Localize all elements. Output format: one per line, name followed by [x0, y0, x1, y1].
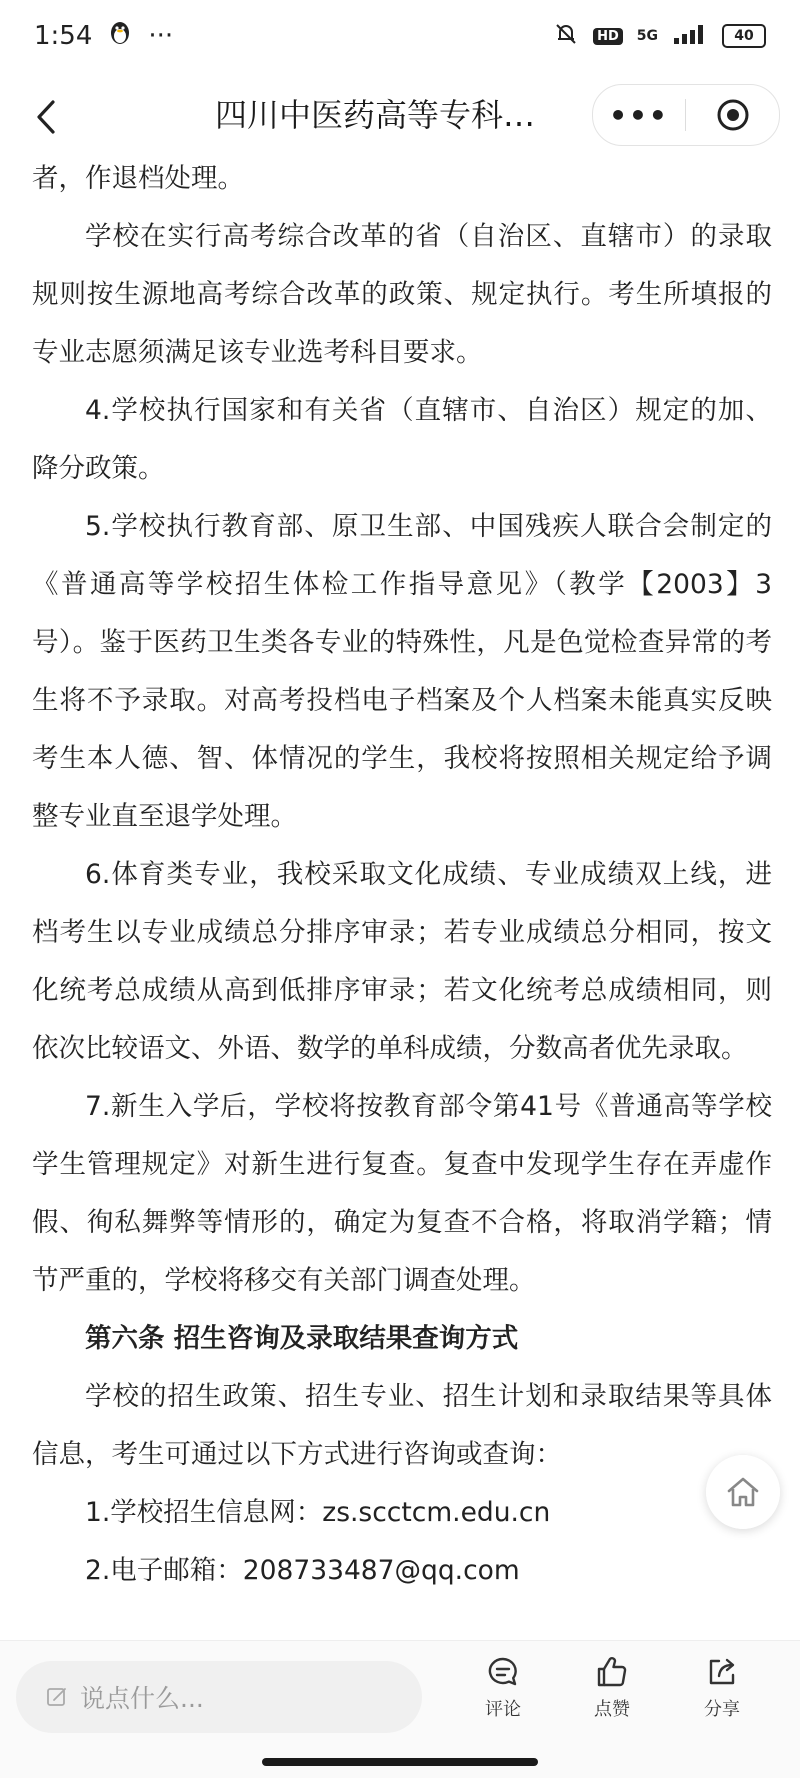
article-paragraph: 者，作退档处理。 [32, 163, 244, 194]
article-paragraph: 学校的招生政策、招生专业、招生计划和录取结果等具体信息，考生可通过以下方式进行咨询或查询： [32, 1381, 772, 1470]
nav-bar [0, 72, 800, 160]
chevron-left-icon [35, 99, 57, 135]
target-close-icon [716, 98, 750, 132]
close-mini-program-button[interactable] [686, 85, 779, 145]
battery-indicator: 40 [722, 24, 766, 48]
home-indicator-bar [262, 1758, 538, 1766]
share-label: 分享 [704, 1699, 740, 1720]
mute-bell-icon [553, 21, 579, 52]
status-right [553, 21, 766, 52]
share-icon [705, 1655, 739, 1689]
qq-penguin-icon [108, 20, 132, 53]
section-heading: 第六条 招生咨询及录取结果查询方式 [85, 1323, 519, 1354]
comment-input[interactable] [16, 1661, 422, 1733]
signal-icon [672, 24, 708, 49]
thumbs-up-icon [595, 1655, 629, 1689]
like-button[interactable] [567, 1655, 657, 1721]
article-paragraph: 5.学校执行教育部、原卫生部、中国残疾人联合会制定的《普通高等学校招生体检工作指导意见》（教学【2003】3号）。鉴于医药卫生类各专业的特殊性，凡是色觉检查异常的考生将不予录取。对高考投档电子档案及个人档案未能真实反映考生本人德、智、体情况的学生，我校将按照相关规定给予调整专业直至退学处理。 [32, 511, 772, 832]
article-paragraph: 1.学校招生信息网：zs.scctcm.edu.cn [85, 1497, 551, 1528]
network-label: 5G [636, 28, 658, 44]
hd-badge: HD [593, 28, 623, 45]
edit-pencil-icon [46, 1686, 68, 1708]
more-menu-button[interactable]: ••• [609, 98, 669, 132]
like-label: 点赞 [594, 1699, 630, 1720]
article-paragraph: 学校在实行高考综合改革的省（自治区、直辖市）的录取规则按生源地高考综合改革的政策、规定执行。考生所填报的专业志愿须满足该专业选考科目要求。 [32, 221, 772, 368]
mini-program-capsule [592, 84, 780, 146]
article-paragraph: 6.体育类专业，我校采取文化成绩、专业成绩双上线，进档考生以专业成绩总分排序审录；若专业成绩总分相同，按文化统考总成绩从高到低排序审录；若文化统考总成绩相同，则依次比较语文、外语、数学的单科成绩，分数高者优先录取。 [32, 859, 772, 1064]
article-paragraph: 4.学校执行国家和有关省（直辖市、自治区）规定的加、降分政策。 [32, 395, 772, 484]
page-title: 四川中医药高等专科… [214, 96, 535, 134]
comment-placeholder: 说点什么... [80, 1684, 204, 1713]
comment-button[interactable] [458, 1655, 548, 1721]
article-body [32, 150, 772, 1600]
home-icon [725, 1475, 761, 1509]
status-left [34, 20, 173, 53]
status-more-dots: ··· [148, 21, 174, 51]
share-button[interactable] [677, 1655, 767, 1721]
comment-label: 评论 [485, 1699, 521, 1720]
comment-icon [486, 1655, 520, 1689]
article-paragraph: 2.电子邮箱：208733487@qq.com [85, 1555, 520, 1586]
status-time: 1:54 [34, 21, 93, 51]
status-bar [0, 0, 800, 72]
home-float-button[interactable] [706, 1455, 780, 1529]
back-button[interactable] [26, 92, 66, 142]
article-paragraph: 7.新生入学后，学校将按教育部令第41号《普通高等学校学生管理规定》对新生进行复查。复查中发现学生存在弄虚作假、徇私舞弊等情形的，确定为复查不合格，将取消学籍；情节严重的，学校将移交有关部门调查处理。 [32, 1091, 772, 1296]
